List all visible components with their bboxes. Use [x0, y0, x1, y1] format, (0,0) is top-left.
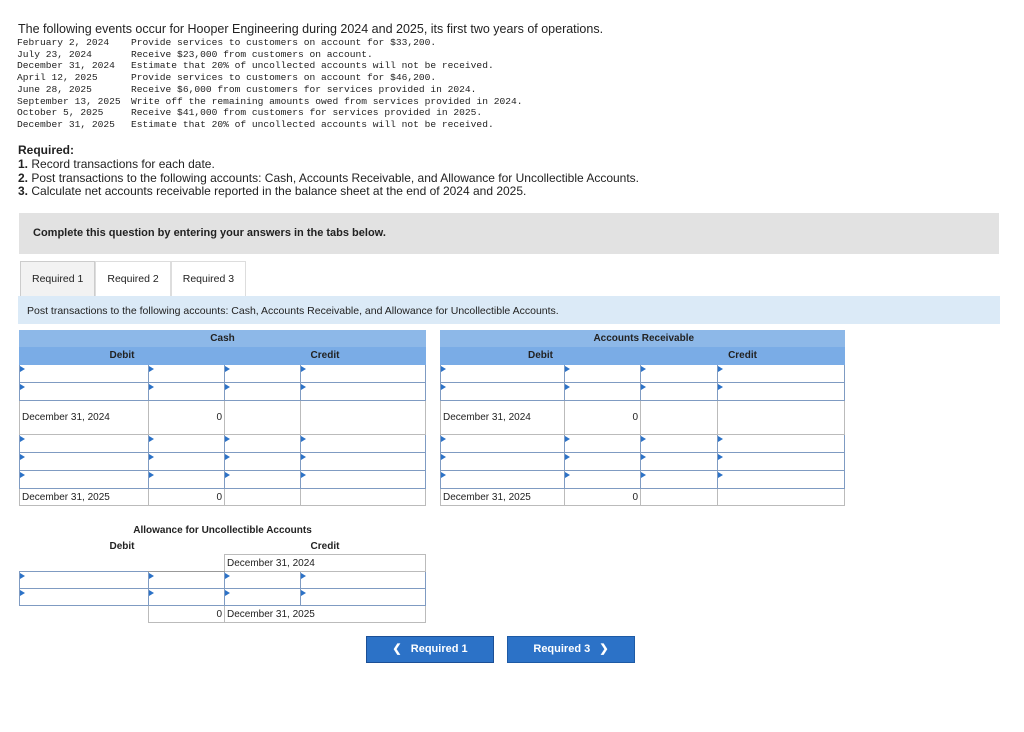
allowance-credit-header: Credit [310, 540, 340, 552]
event-date: July 23, 2024 [17, 48, 92, 60]
ar-balance-2025-value: 0 [565, 489, 641, 506]
cash-balance-2024-label: December 31, 2024 [20, 401, 149, 435]
cash-debit-amount-input[interactable] [149, 435, 225, 453]
cash-credit-amount-input[interactable] [301, 471, 426, 489]
event-text: Estimate that 20% of uncollected accounts will not be received. [131, 60, 494, 72]
tab-instruction: Post transactions to the following accounts: Cash, Accounts Receivable, and Allowance for Uncollectible Accounts. [18, 296, 1000, 324]
required-item: 3. Calculate net accounts receivable reported in the balance sheet at the end of 2024 and 2025. [18, 184, 527, 199]
event-row [17, 60, 523, 72]
event-text: Estimate that 20% of uncollected accounts will not be received. [131, 118, 494, 130]
ar-debit-amount-input[interactable] [565, 471, 641, 489]
event-row [17, 96, 523, 108]
allowance-title: Allowance for Uncollectible Accounts [133, 524, 312, 536]
required-heading: Required: [18, 143, 75, 157]
cash-balance-2025-label: December 31, 2025 [20, 489, 149, 506]
event-row [17, 49, 523, 61]
ar-credit-amount-input[interactable] [718, 453, 845, 471]
allowance-credit-date-input[interactable] [225, 572, 301, 589]
cash-debit-date-input[interactable] [20, 365, 149, 383]
required-item: 1. Record transactions for each date. [18, 156, 215, 171]
ar-credit-amount-input[interactable] [718, 435, 845, 453]
allowance-debit-date-input[interactable] [20, 572, 149, 589]
cash-credit-amount-input[interactable] [301, 365, 426, 383]
cash-debit-date-input[interactable] [20, 453, 149, 471]
ar-credit-amount-input[interactable] [718, 471, 845, 489]
event-text: Provide services to customers on account for $33,200. [131, 37, 437, 48]
event-text: Receive $6,000 from customers for services provided in 2024. [131, 83, 477, 95]
ar-credit-date-input[interactable] [641, 383, 718, 401]
cash-debit-amount-input[interactable] [149, 383, 225, 401]
event-row [17, 119, 523, 131]
allowance-credit-2024-label: December 31, 2024 [225, 555, 426, 572]
ar-title: Accounts Receivable [441, 331, 845, 347]
event-date: December 31, 2025 [17, 118, 115, 130]
cash-debit-amount-input[interactable] [149, 471, 225, 489]
ar-credit-date-input[interactable] [641, 471, 718, 489]
cash-credit-amount-input[interactable] [301, 435, 426, 453]
cash-balance-2024-value: 0 [149, 401, 225, 435]
event-text: Write off the remaining amounts owed from services provided in 2024. [131, 95, 523, 107]
allowance-credit-date-input[interactable] [225, 589, 301, 606]
event-row [17, 37, 523, 49]
cash-credit-date-input[interactable] [225, 365, 301, 383]
ar-debit-amount-input[interactable] [565, 383, 641, 401]
cash-debit-date-input[interactable] [20, 383, 149, 401]
allowance-t-account [19, 522, 426, 623]
chevron-left-icon: ❮ [392, 643, 402, 655]
allowance-credit-2025-label: December 31, 2025 [225, 606, 426, 623]
ar-balance-2024-value: 0 [565, 401, 641, 435]
allowance-debit-balance: 0 [149, 606, 225, 623]
allowance-debit-date-input[interactable] [20, 589, 149, 606]
cash-debit-date-input[interactable] [20, 471, 149, 489]
cash-credit-date-input[interactable] [225, 453, 301, 471]
tab-bar [20, 261, 246, 297]
next-required-button[interactable]: Required 3 ❯ [507, 636, 635, 663]
ar-credit-date-input[interactable] [641, 435, 718, 453]
cash-title: Cash [20, 331, 426, 347]
cash-credit-amount-input[interactable] [301, 383, 426, 401]
event-date: December 31, 2024 [17, 60, 115, 72]
event-text: Receive $23,000 from customers on account. [131, 48, 373, 60]
intro-text: The following events occur for Hooper Engineering during 2024 and 2025, its first two years of operations. [18, 22, 604, 36]
event-row [17, 84, 523, 96]
event-date: February 2, 2024 [17, 37, 110, 48]
allowance-credit-amount-input[interactable] [301, 589, 426, 606]
ar-credit-amount-input[interactable] [718, 383, 845, 401]
events-list [17, 37, 523, 131]
event-row [17, 107, 523, 119]
allowance-debit-amount-input[interactable] [149, 572, 225, 589]
cash-credit-header: Credit [225, 347, 426, 365]
ar-credit-date-input[interactable] [641, 453, 718, 471]
ar-balance-2024-label: December 31, 2024 [441, 401, 565, 435]
event-date: April 12, 2025 [17, 72, 98, 84]
event-date: September 13, 2025 [17, 95, 121, 107]
tab-required-3[interactable]: Required 3 [171, 261, 246, 296]
ar-debit-date-input[interactable] [441, 471, 565, 489]
cash-credit-date-input[interactable] [225, 383, 301, 401]
cash-debit-date-input[interactable] [20, 435, 149, 453]
accounts-receivable-t-account [440, 330, 845, 506]
event-date: October 5, 2025 [17, 107, 104, 119]
prev-required-button[interactable]: ❮ Required 1 [366, 636, 494, 663]
cash-debit-amount-input[interactable] [149, 453, 225, 471]
tab-required-2[interactable]: Required 2 [95, 261, 170, 296]
cash-credit-amount-input[interactable] [301, 453, 426, 471]
ar-debit-amount-input[interactable] [565, 365, 641, 383]
cash-credit-date-input[interactable] [225, 471, 301, 489]
ar-debit-date-input[interactable] [441, 453, 565, 471]
required-item: 2. Post transactions to the following accounts: Cash, Accounts Receivable, and Allowance for Uncollectible Accounts. [18, 170, 640, 185]
ar-credit-amount-input[interactable] [718, 365, 845, 383]
event-text: Receive $41,000 from customers for services provided in 2025. [131, 107, 483, 119]
cash-debit-amount-input[interactable] [149, 365, 225, 383]
ar-debit-amount-input[interactable] [565, 435, 641, 453]
cash-t-account [19, 330, 426, 506]
ar-debit-date-input[interactable] [441, 383, 565, 401]
allowance-debit-header: Debit [109, 540, 135, 552]
event-text: Provide services to customers on account for $46,200. [131, 72, 437, 84]
cash-balance-2025-value: 0 [149, 489, 225, 506]
cash-credit-date-input[interactable] [225, 435, 301, 453]
event-row [17, 72, 523, 84]
ar-credit-header: Credit [641, 347, 845, 365]
chevron-right-icon: ❯ [599, 643, 609, 655]
ar-credit-date-input[interactable] [641, 365, 718, 383]
tab-required-1[interactable]: Required 1 [20, 261, 95, 297]
instruction-banner: Complete this question by entering your answers in the tabs below. [19, 213, 999, 254]
cash-debit-header: Debit [20, 347, 225, 365]
event-date: June 28, 2025 [17, 83, 92, 95]
ar-debit-header: Debit [441, 347, 641, 365]
ar-debit-date-input[interactable] [441, 435, 565, 453]
ar-balance-2025-label: December 31, 2025 [441, 489, 565, 506]
ar-debit-amount-input[interactable] [565, 453, 641, 471]
allowance-credit-amount-input[interactable] [301, 572, 426, 589]
allowance-debit-amount-input[interactable] [149, 589, 225, 606]
ar-debit-date-input[interactable] [441, 365, 565, 383]
required-section [18, 144, 639, 199]
